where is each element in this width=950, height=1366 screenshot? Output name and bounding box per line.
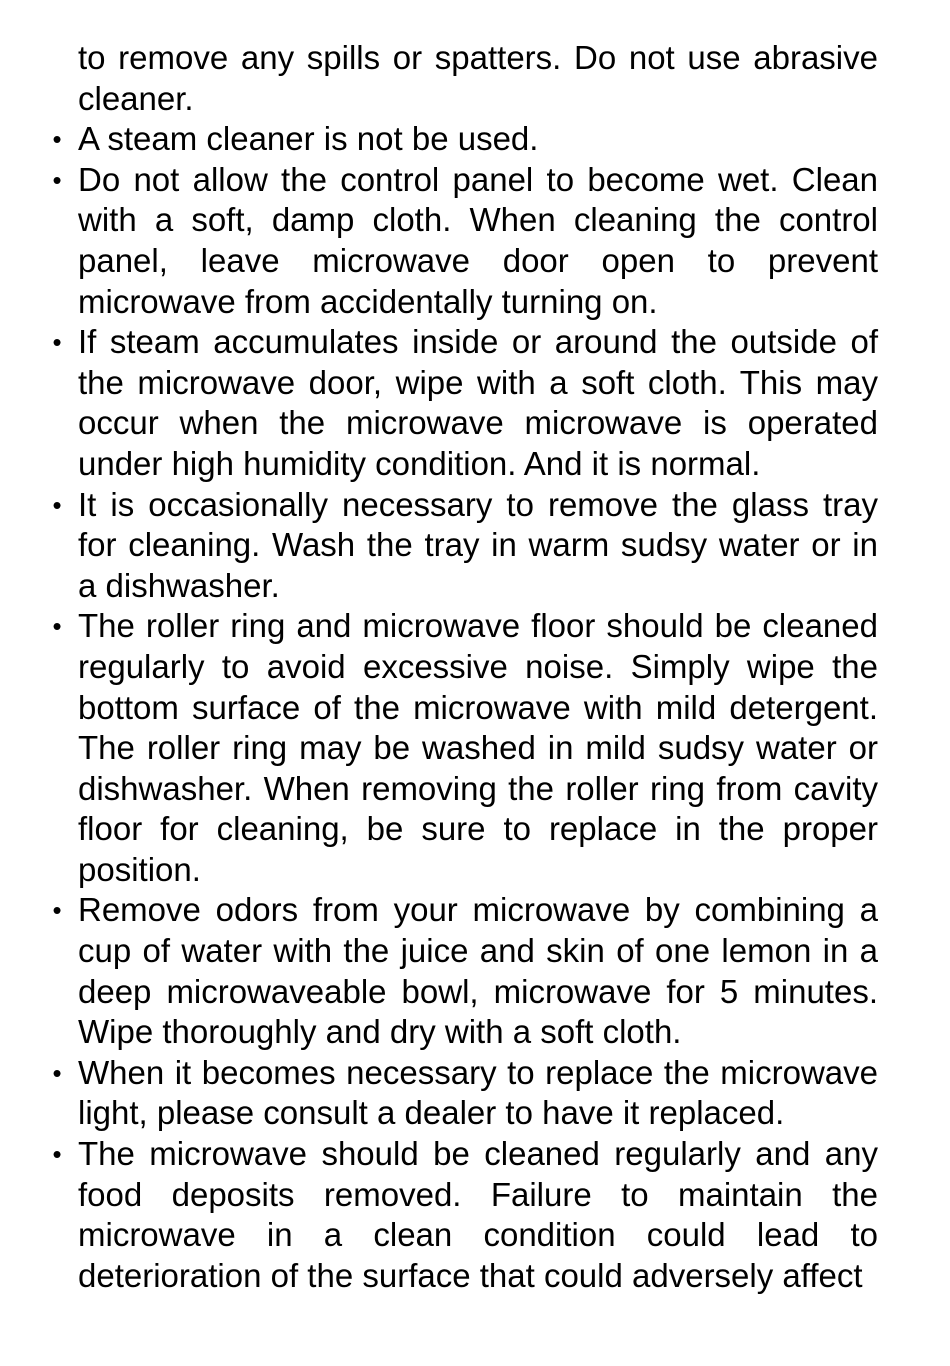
cleaning-instructions-list: [52, 119, 878, 1296]
list-item-text: The microwave should be cleaned regularly and any food deposits removed. Failure to maintain the microwave in a clean condition could lead to deterioration of the surface that could adversely affect: [78, 1135, 878, 1294]
list-item: [52, 606, 878, 890]
list-item-text: A steam cleaner is not be used.: [78, 120, 539, 158]
list-item: [52, 160, 878, 322]
bullet-icon: •: [52, 895, 62, 926]
list-item-text: The roller ring and microwave floor should be cleaned regularly to avoid excessive noise. Simply wipe the bottom surface of the microwave with mild detergent. The roller ring may be washed in mild sudsy water or dishwasher. When removing the roller ring from cavity floor for cleaning, be sure to replace in the proper position.: [78, 607, 878, 888]
list-item-text: If steam accumulates inside or around the outside of the microwave door, wipe with a soft cloth. This may occur when the microwave microwave is operated under high humidity condition. And it is normal.: [78, 323, 878, 482]
list-item: [52, 1134, 878, 1296]
bullet-icon: •: [52, 1057, 62, 1088]
bullet-icon: •: [52, 489, 62, 520]
list-item: [52, 890, 878, 1052]
bullet-icon: •: [52, 1139, 62, 1170]
bullet-icon: •: [52, 164, 62, 195]
list-item-text: When it becomes necessary to replace the microwave light, please consult a dealer to have it replaced.: [78, 1053, 878, 1132]
list-item: [52, 322, 878, 484]
list-item: [52, 119, 878, 160]
list-item-text: It is occasionally necessary to remove the glass tray for cleaning. Wash the tray in warm sudsy water or in a dishwasher.: [78, 485, 878, 604]
bullet-icon: •: [52, 611, 62, 642]
bullet-icon: •: [52, 124, 62, 155]
list-item-text: Remove odors from your microwave by combining a cup of water with the juice and skin of one lemon in a deep microwaveable bowl, microwave for 5 minutes. Wipe thoroughly and dry with a soft cloth.: [78, 891, 878, 1051]
list-item: [52, 485, 878, 607]
list-item-text: Do not allow the control panel to become wet. Clean with a soft, damp cloth. When cleaning the control panel, leave microwave door open to prevent microwave from accidentally turning on.: [78, 160, 878, 320]
continuation-paragraph: to remove any spills or spatters. Do not use abrasive cleaner.: [78, 39, 878, 117]
bullet-icon: •: [52, 327, 62, 358]
list-item: [52, 1053, 878, 1134]
